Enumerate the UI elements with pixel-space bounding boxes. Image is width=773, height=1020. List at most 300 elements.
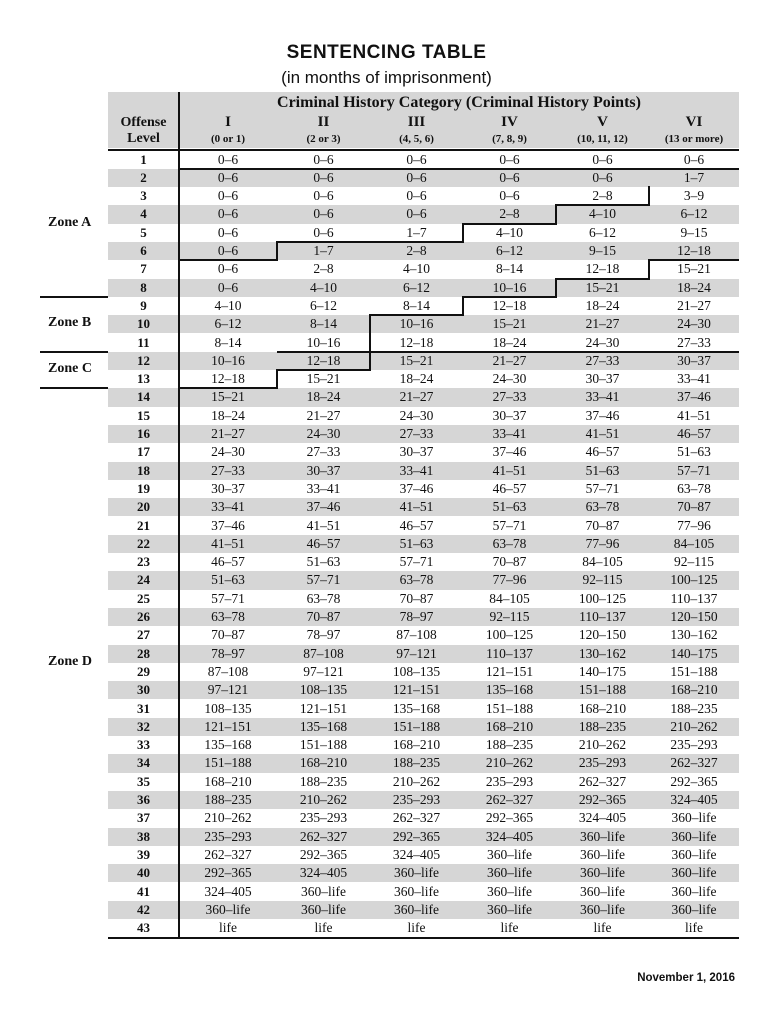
table-cell: 46–57 (306, 535, 341, 551)
table-cell: 235–293 (485, 773, 534, 789)
table-cell: 8–14 (310, 316, 337, 332)
table-cell: 15–21 (306, 371, 341, 387)
table-cell: 12–18 (677, 243, 711, 258)
table-cell: 27–33 (585, 352, 620, 368)
table-cell: 9–15 (589, 243, 616, 258)
table-cell: 121–151 (485, 663, 534, 679)
table-cell: 57–71 (492, 517, 527, 533)
table-cell: 24–30 (399, 407, 434, 423)
table-cell: 15–21 (585, 279, 620, 295)
table-cell: 30–37 (492, 407, 527, 423)
zone-boundary (370, 314, 463, 316)
offense-level: 24 (137, 572, 150, 588)
table-cell: 92–115 (674, 554, 714, 570)
table-cell: 108–135 (204, 700, 252, 716)
table-cell: 51–63 (492, 499, 527, 515)
table-cell: 188–235 (485, 737, 534, 753)
table-cell: 360–life (487, 846, 532, 862)
table-cell: 77–96 (492, 572, 527, 588)
table-cell: 51–63 (211, 572, 245, 588)
footer-date: November 1, 2016 (637, 972, 735, 984)
table-cell: life (314, 920, 333, 936)
table-cell: 63–78 (585, 499, 620, 515)
table-cell: 92–115 (489, 609, 530, 624)
table-cell: 41–51 (306, 517, 341, 533)
zone-boundary (277, 351, 370, 353)
offense-level: 40 (137, 865, 150, 881)
table-cell: 4–10 (214, 297, 242, 313)
table-cell: 168–210 (392, 737, 441, 753)
offense-level: 36 (137, 792, 150, 807)
zone-boundary (277, 369, 370, 371)
table-cell: 70–87 (677, 499, 711, 515)
zone-boundary (277, 241, 463, 243)
table-cell: 360–life (487, 901, 532, 917)
table-cell: 292–365 (392, 828, 441, 844)
offense-level: 27 (137, 627, 150, 643)
table-cell: 135–168 (299, 718, 348, 734)
table-cell: 360–life (671, 828, 717, 844)
table-cell: 10–16 (306, 334, 341, 350)
table-cell: 27–33 (211, 462, 245, 478)
table-cell: 33–41 (306, 480, 341, 496)
table-cell: 6–12 (589, 224, 616, 240)
table-cell: 360–life (394, 865, 439, 881)
table-cell: life (593, 920, 612, 936)
offense-level: 10 (137, 316, 150, 332)
offense-level: 32 (137, 718, 150, 734)
table-cell: 1–7 (313, 243, 334, 258)
table-cell: 100–125 (670, 572, 718, 588)
table-cell: 70–87 (306, 609, 341, 624)
table-cell: 97–121 (303, 663, 344, 679)
table-cell: 210–262 (670, 718, 718, 734)
table-cell: 2–8 (592, 188, 613, 204)
zone-boundary (556, 278, 649, 280)
table-cell: 30–37 (585, 371, 620, 387)
offense-level: 22 (137, 535, 150, 551)
table-cell: 37–46 (677, 389, 711, 405)
table-cell: 0–6 (217, 188, 239, 204)
table-cell: 46–57 (211, 554, 245, 570)
table-cell: 18–24 (492, 334, 527, 350)
table-cell: 110–137 (670, 590, 718, 606)
table-cell: 84–105 (673, 535, 715, 551)
table-cell: 4–10 (496, 224, 523, 240)
table-cell: 121–151 (204, 718, 252, 734)
table-cell: 121–151 (392, 682, 441, 698)
table-cell: 8–14 (214, 334, 242, 350)
table-cell: life (500, 920, 519, 936)
table-cell: 210–262 (299, 792, 348, 807)
offense-level: 5 (140, 224, 147, 240)
table-cell: 18–24 (399, 371, 434, 387)
table-cell: 70–87 (399, 590, 434, 606)
table-cell: 51–63 (306, 554, 341, 570)
table-cell: 4–10 (403, 261, 430, 277)
offense-level: 23 (137, 554, 150, 570)
table-cell: 210–262 (392, 773, 441, 789)
table-cell: 1–7 (683, 169, 705, 185)
table-cell: 324–405 (299, 865, 348, 881)
table-cell: 15–21 (492, 316, 527, 332)
table-cell: 0–6 (406, 188, 427, 204)
table-cell: 33–41 (585, 389, 620, 405)
table-cell: 33–41 (492, 426, 527, 441)
table-cell: 87–108 (303, 645, 344, 661)
table-cell: 0–6 (592, 169, 613, 185)
table-cell: 6–12 (496, 243, 523, 258)
table-cell: 135–168 (204, 737, 252, 753)
table-cell: 6–12 (403, 279, 430, 295)
table-cell: 97–121 (207, 682, 249, 698)
table-cell: 2–8 (406, 243, 427, 258)
table-cell: 140–175 (670, 645, 718, 661)
table-cell: 2–8 (499, 206, 520, 222)
table-cell: 63–78 (399, 572, 434, 588)
table-cell: 30–37 (399, 444, 434, 460)
zone-boundary (648, 259, 650, 279)
table-cell: 57–71 (306, 572, 341, 588)
table-cell: 21–27 (399, 389, 434, 405)
table-cell: 235–293 (392, 792, 441, 807)
table-cell: 92–115 (582, 572, 623, 588)
table-cell: 84–105 (582, 554, 623, 570)
table-cell: 135–168 (392, 700, 441, 716)
table-cell: 9–15 (680, 224, 708, 240)
table-cell: 30–37 (677, 352, 711, 368)
table-cell: 33–41 (211, 499, 245, 515)
table-cell: 120–150 (670, 609, 718, 624)
table-cell: 10–16 (492, 279, 527, 295)
table-cell: 57–71 (585, 480, 620, 496)
zone-label-a: Zone A (48, 214, 92, 230)
table-cell: life (407, 920, 426, 936)
table-cell: 130–162 (670, 627, 718, 643)
table-cell: 210–262 (578, 737, 627, 753)
table-cell: 360–life (671, 810, 717, 826)
table-cell: 21–27 (585, 316, 620, 332)
table-cell: 12–18 (399, 334, 434, 350)
table-cell: 0–6 (592, 151, 613, 167)
zone-boundary (648, 186, 650, 206)
zone-label-d: Zone D (48, 653, 92, 669)
offense-level: 41 (137, 883, 150, 899)
table-cell: 130–162 (578, 645, 627, 661)
table-cell: 360–life (301, 901, 346, 917)
offense-level: 39 (137, 846, 150, 862)
category-title: Criminal History Category (Criminal History Points) (277, 94, 641, 111)
offense-level: 9 (140, 297, 147, 313)
table-cell: 1–7 (406, 224, 427, 240)
offense-level: 4 (140, 206, 147, 222)
table-cell: 0–6 (217, 206, 239, 222)
offense-level: 25 (137, 590, 150, 606)
offense-level: 19 (137, 480, 150, 496)
table-cell: 360–life (671, 865, 717, 881)
table-cell: 360–life (580, 901, 625, 917)
table-cell: 324–405 (392, 846, 441, 862)
zone-boundary (463, 223, 556, 225)
offense-level: 6 (140, 243, 147, 258)
table-cell: 235–293 (299, 810, 348, 826)
offense-level: 16 (137, 426, 150, 441)
table-cell: 21–27 (677, 297, 711, 313)
table-cell: 63–78 (211, 609, 245, 624)
table-cell: 324–405 (578, 810, 627, 826)
zone-boundary (462, 296, 464, 316)
table-cell: 0–6 (217, 261, 239, 277)
table-cell: 100–125 (485, 627, 534, 643)
zone-boundary (179, 387, 277, 389)
table-cell: 30–37 (211, 480, 245, 496)
table-cell: 151–188 (392, 718, 441, 734)
table-cell: 12–18 (306, 352, 341, 368)
category-points-4: (7, 8, 9) (492, 133, 527, 145)
table-cell: 262–327 (670, 755, 718, 771)
table-cell: 77–96 (677, 517, 711, 533)
table-cell: 110–137 (486, 645, 533, 661)
table-cell: 0–6 (313, 224, 334, 240)
zone-boundary (369, 314, 371, 353)
zone-separator (40, 387, 108, 389)
table-cell: 27–33 (677, 334, 711, 350)
table-cell: 360–life (205, 901, 251, 917)
table-cell: 0–6 (499, 151, 520, 167)
table-cell: 46–57 (399, 517, 434, 533)
zone-boundary (276, 241, 278, 261)
table-cell: 84–105 (489, 590, 530, 606)
table-cell: 292–365 (299, 846, 348, 862)
zone-boundary (555, 204, 557, 224)
table-cell: 27–33 (492, 389, 527, 405)
table-cell: 24–30 (211, 444, 245, 460)
zone-boundary (369, 351, 371, 371)
table-cell: 360–life (580, 883, 625, 899)
zone-boundary (276, 369, 278, 389)
table-cell: 235–293 (204, 828, 252, 844)
table-cell: 70–87 (211, 627, 245, 643)
table-cell: 168–210 (204, 773, 252, 789)
table-cell: 292–365 (204, 865, 252, 881)
table-cell: 24–30 (306, 426, 341, 441)
table-cell: 46–57 (492, 480, 527, 496)
zone-boundary (179, 259, 277, 261)
table-cell: 360–life (394, 901, 439, 917)
table-cell: 135–168 (485, 682, 534, 698)
table-cell: 41–51 (585, 426, 620, 441)
offense-level: 7 (140, 261, 147, 277)
offense-level: 38 (137, 828, 150, 844)
table-cell: 360–life (580, 865, 625, 881)
table-cell: 57–71 (211, 590, 245, 606)
offense-level: 30 (137, 682, 150, 698)
table-cell: 120–150 (578, 627, 627, 643)
table-bottom-rule (108, 937, 739, 939)
offense-level: 37 (137, 810, 150, 826)
zone-boundary (556, 204, 649, 206)
table-cell: 24–30 (492, 371, 527, 387)
category-numeral-3: III (407, 114, 426, 130)
table-cell: 51–63 (585, 462, 620, 478)
offense-level: 12 (137, 352, 150, 368)
table-cell: 21–27 (492, 352, 527, 368)
table-cell: 4–10 (589, 206, 616, 222)
table-cell: 6–12 (214, 316, 242, 332)
offense-level: 18 (137, 462, 150, 478)
table-cell: 78–97 (211, 645, 245, 661)
table-cell: 188–235 (578, 718, 627, 734)
table-cell: 3–9 (683, 188, 705, 204)
offense-level: 2 (140, 169, 147, 185)
table-cell: 360–life (301, 883, 346, 899)
zone-boundary (555, 278, 557, 298)
offense-level: 28 (137, 645, 150, 661)
table-cell: 262–327 (299, 828, 348, 844)
offense-level: 8 (140, 279, 147, 295)
table-cell: 63–78 (492, 535, 527, 551)
table-cell: 188–235 (392, 755, 441, 771)
table-cell: 87–108 (207, 663, 249, 679)
table-cell: 0–6 (217, 224, 239, 240)
table-cell: 360–life (671, 883, 717, 899)
category-points-6: (13 or more) (664, 133, 724, 145)
table-cell: 18–24 (677, 279, 711, 295)
zone-boundary (370, 351, 739, 353)
table-cell: 324–405 (670, 792, 718, 807)
table-cell: 292–365 (485, 810, 534, 826)
table-cell: life (219, 920, 237, 936)
category-points-3: (4, 5, 6) (399, 133, 434, 145)
table-cell: 360–life (394, 883, 439, 899)
table-cell: 0–6 (406, 169, 427, 185)
zone-separator (40, 351, 108, 353)
table-cell: 33–41 (677, 371, 711, 387)
table-cell: 168–210 (578, 700, 627, 716)
table-cell: 97–121 (396, 645, 437, 661)
offense-level: 20 (137, 499, 150, 515)
category-numeral-1: I (225, 114, 231, 130)
table-cell: 0–6 (217, 279, 239, 295)
table-cell: 262–327 (392, 810, 441, 826)
table-cell: 10–16 (399, 316, 434, 332)
table-cell: 210–262 (204, 810, 252, 826)
table-cell: 41–51 (399, 499, 434, 515)
category-points-2: (2 or 3) (306, 133, 341, 145)
category-points-1: (0 or 1) (210, 133, 245, 145)
table-cell: 100–125 (578, 590, 627, 606)
table-cell: 12–18 (211, 371, 245, 387)
table-cell: 70–87 (492, 554, 527, 570)
zone-boundary (178, 168, 180, 188)
zone-boundary (178, 259, 180, 298)
table-cell: 8–14 (496, 261, 523, 277)
table-cell: 360–life (671, 846, 717, 862)
offense-level: 26 (137, 609, 150, 624)
table-cell: 360–life (487, 865, 532, 881)
table-cell: 324–405 (204, 883, 252, 899)
table-cell: 140–175 (578, 663, 627, 679)
page-title: SENTENCING TABLE (286, 42, 487, 63)
zone-label-b: Zone B (48, 315, 92, 331)
table-cell: 360–life (671, 901, 717, 917)
table-cell: 37–46 (585, 407, 620, 423)
table-cell: 151–188 (485, 700, 534, 716)
offense-header: Offense (120, 115, 167, 130)
offense-level: 43 (137, 920, 150, 936)
table-cell: 37–46 (211, 517, 245, 533)
offense-level: 13 (137, 371, 150, 387)
offense-level: 33 (137, 737, 150, 753)
table-cell: 0–6 (313, 151, 334, 167)
table-cell: 188–235 (299, 773, 348, 789)
table-cell: 8–14 (403, 297, 430, 313)
table-cell: 37–46 (399, 480, 434, 496)
table-cell: 4–10 (310, 279, 337, 295)
table-cell: 70–87 (585, 517, 620, 533)
table-cell: 0–6 (217, 151, 239, 167)
table-cell: 63–78 (306, 590, 341, 606)
offense-level: 35 (137, 773, 150, 789)
category-numeral-6: VI (685, 114, 703, 130)
table-cell: 15–21 (399, 352, 434, 368)
table-cell: 24–30 (677, 316, 711, 332)
table-cell: 108–135 (299, 682, 348, 698)
table-cell: 18–24 (211, 407, 245, 423)
table-cell: 2–8 (313, 261, 334, 277)
zone-separator (40, 296, 108, 298)
level-column-rule (178, 92, 180, 937)
table-cell: 63–78 (677, 480, 711, 496)
table-cell: 151–188 (299, 737, 348, 753)
table-cell: 0–6 (683, 151, 705, 167)
table-cell: 21–27 (211, 426, 245, 441)
category-numeral-2: II (317, 114, 330, 130)
table-cell: 151–188 (670, 663, 718, 679)
table-cell: 235–293 (670, 737, 718, 753)
table-cell: 0–6 (406, 206, 427, 222)
page-subtitle: (in months of imprisonment) (281, 68, 492, 87)
table-cell: 77–96 (585, 535, 620, 551)
table-cell: 46–57 (585, 444, 620, 460)
table-cell: 12–18 (492, 297, 527, 313)
table-cell: 360–life (580, 828, 625, 844)
zone-boundary (649, 259, 739, 261)
table-cell: 292–365 (670, 773, 718, 789)
table-cell: 262–327 (204, 846, 252, 862)
table-cell: 0–6 (313, 206, 334, 222)
table-cell: 15–21 (211, 389, 245, 405)
offense-level: 31 (137, 700, 150, 716)
table-cell: 6–12 (310, 297, 337, 313)
table-cell: 21–27 (306, 407, 341, 423)
table-cell: 41–51 (211, 535, 245, 551)
offense-level: 3 (140, 188, 147, 204)
table-cell: 0–6 (499, 169, 520, 185)
table-cell: 37–46 (306, 499, 341, 515)
category-points-5: (10, 11, 12) (577, 133, 628, 145)
table-cell: 262–327 (578, 773, 627, 789)
table-cell: 18–24 (306, 389, 341, 405)
table-cell: 87–108 (396, 627, 437, 643)
table-cell: 51–63 (399, 535, 434, 551)
table-cell: 210–262 (485, 755, 534, 771)
table-cell: 110–137 (579, 609, 626, 624)
table-cell: 151–188 (578, 682, 627, 698)
table-cell: 27–33 (306, 444, 341, 460)
table-cell: 78–97 (399, 609, 434, 624)
table-cell: 262–327 (485, 792, 534, 807)
